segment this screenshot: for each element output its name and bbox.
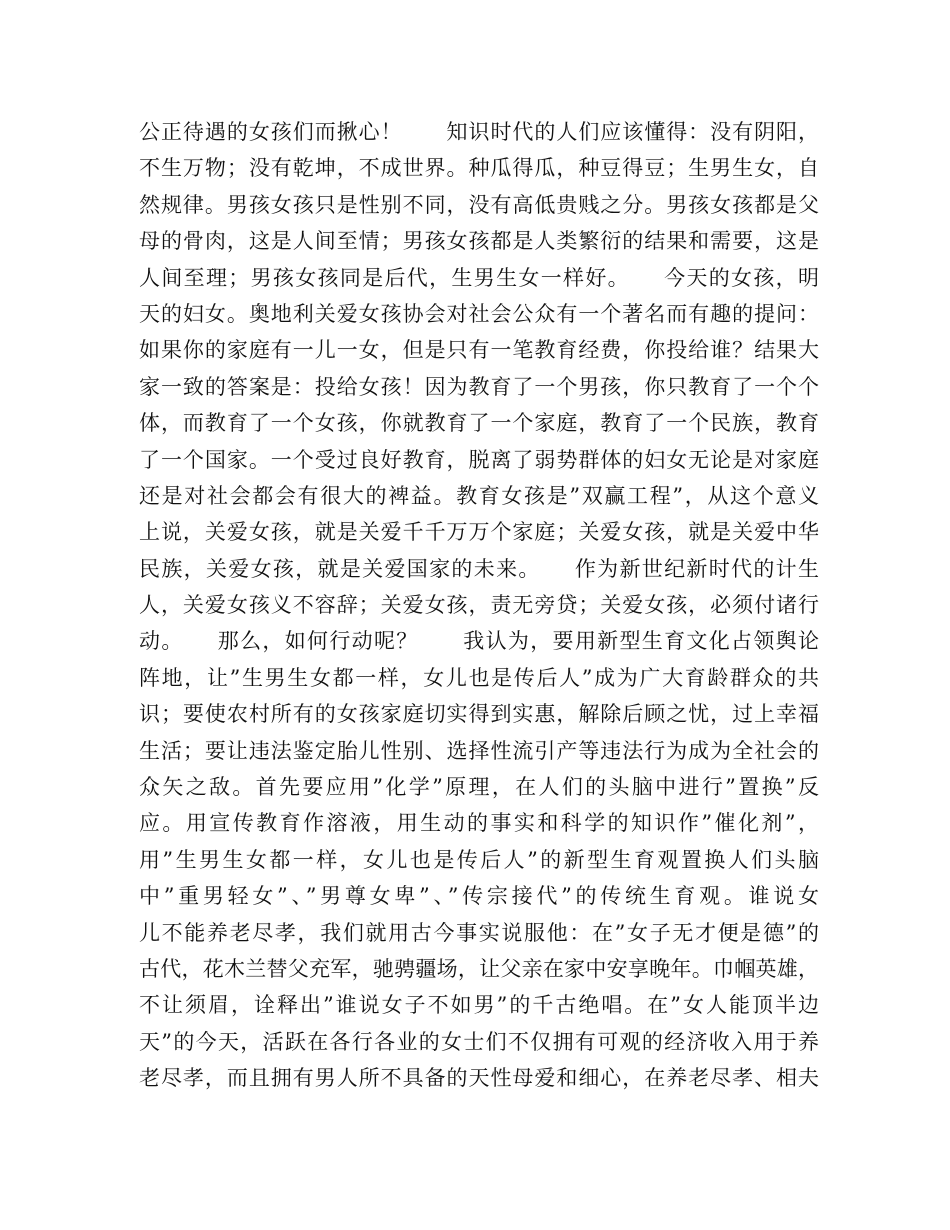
text-line-8: 家一致的答案是：投给女孩！因为教育了一个男孩，你只教育了一个个 xyxy=(139,374,819,399)
text-line-19: 众矢之敌。首先要应用”化学”原理，在人们的头脑中进行”置换”反 xyxy=(139,775,819,800)
text-line-23: 儿不能养老尽孝，我们就用古今事实说服他：在”女子无才便是德”的 xyxy=(139,920,819,945)
text-line-1: 公正待遇的女孩们而揪心！ 知识时代的人们应该懂得：没有阴阳， xyxy=(139,120,819,144)
text-line-5: 人间至理；男孩女孩同是后代，生男生女一样好。 今天的女孩，明 xyxy=(139,265,819,290)
text-line-15: 动。 那么，如何行动呢？ 我认为，要用新型生育文化占领舆论 xyxy=(139,629,819,654)
text-line-14: 人，关爱女孩义不容辞；关爱女孩，责无旁贷；关爱女孩，必须付诸行 xyxy=(139,593,819,618)
body-text xyxy=(139,114,819,1097)
text-line-27: 老尽孝，而且拥有男人所不具备的天性母爱和细心，在养老尽孝、相夫 xyxy=(139,1066,819,1091)
text-line-12: 上说，关爱女孩，就是关爱千千万万个家庭；关爱女孩，就是关爱中华 xyxy=(139,520,819,545)
text-line-6: 天的妇女。奥地利关爱女孩协会对社会公众有一个著名而有趣的提问： xyxy=(139,301,819,326)
text-line-21: 用”生男生女都一样，女儿也是传后人”的新型生育观置换人们头脑 xyxy=(139,847,819,872)
text-line-22: 中”重男轻女”、”男尊女卑”、”传宗接代”的传统生育观。谁说女 xyxy=(139,884,819,909)
text-line-9: 体，而教育了一个女孩，你就教育了一个家庭，教育了一个民族，教育 xyxy=(139,411,819,436)
text-line-25: 不让须眉，诠释出”谁说女子不如男”的千古绝唱。在”女人能顶半边 xyxy=(139,993,819,1018)
text-line-2: 不生万物；没有乾坤，不成世界。种瓜得瓜，种豆得豆；生男生女，自 xyxy=(139,156,819,181)
text-line-16: 阵地，让”生男生女都一样，女儿也是传后人”成为广大育龄群众的共 xyxy=(139,665,819,690)
text-line-4: 母的骨肉，这是人间至情；男孩女孩都是人类繁衍的结果和需要，这是 xyxy=(139,229,819,254)
text-line-13: 民族，关爱女孩，就是关爱国家的未来。 作为新世纪新时代的计生 xyxy=(139,556,819,581)
text-line-7: 如果你的家庭有一儿一女，但是只有一笔教育经费，你投给谁？结果大 xyxy=(139,338,819,363)
text-line-20: 应。用宣传教育作溶液，用生动的事实和科学的知识作”催化剂”， xyxy=(139,811,819,836)
text-line-3: 然规律。男孩女孩只是性别不同，没有高低贵贱之分。男孩女孩都是父 xyxy=(139,192,819,217)
text-line-17: 识；要使农村所有的女孩家庭切实得到实惠，解除后顾之忧，过上幸福 xyxy=(139,702,819,727)
text-line-10: 了一个国家。一个受过良好教育，脱离了弱势群体的妇女无论是对家庭 xyxy=(139,447,819,472)
text-line-11: 还是对社会都会有很大的裨益。教育女孩是”双赢工程”，从这个意义 xyxy=(139,483,819,508)
text-line-26: 天”的今天，活跃在各行各业的女士们不仅拥有可观的经济收入用于养 xyxy=(139,1029,819,1054)
text-line-24: 古代，花木兰替父充军，驰骋疆场，让父亲在家中安享晚年。巾帼英雄， xyxy=(139,956,819,981)
text-line-18: 生活；要让违法鉴定胎儿性别、选择性流引产等违法行为成为全社会的 xyxy=(139,738,819,763)
